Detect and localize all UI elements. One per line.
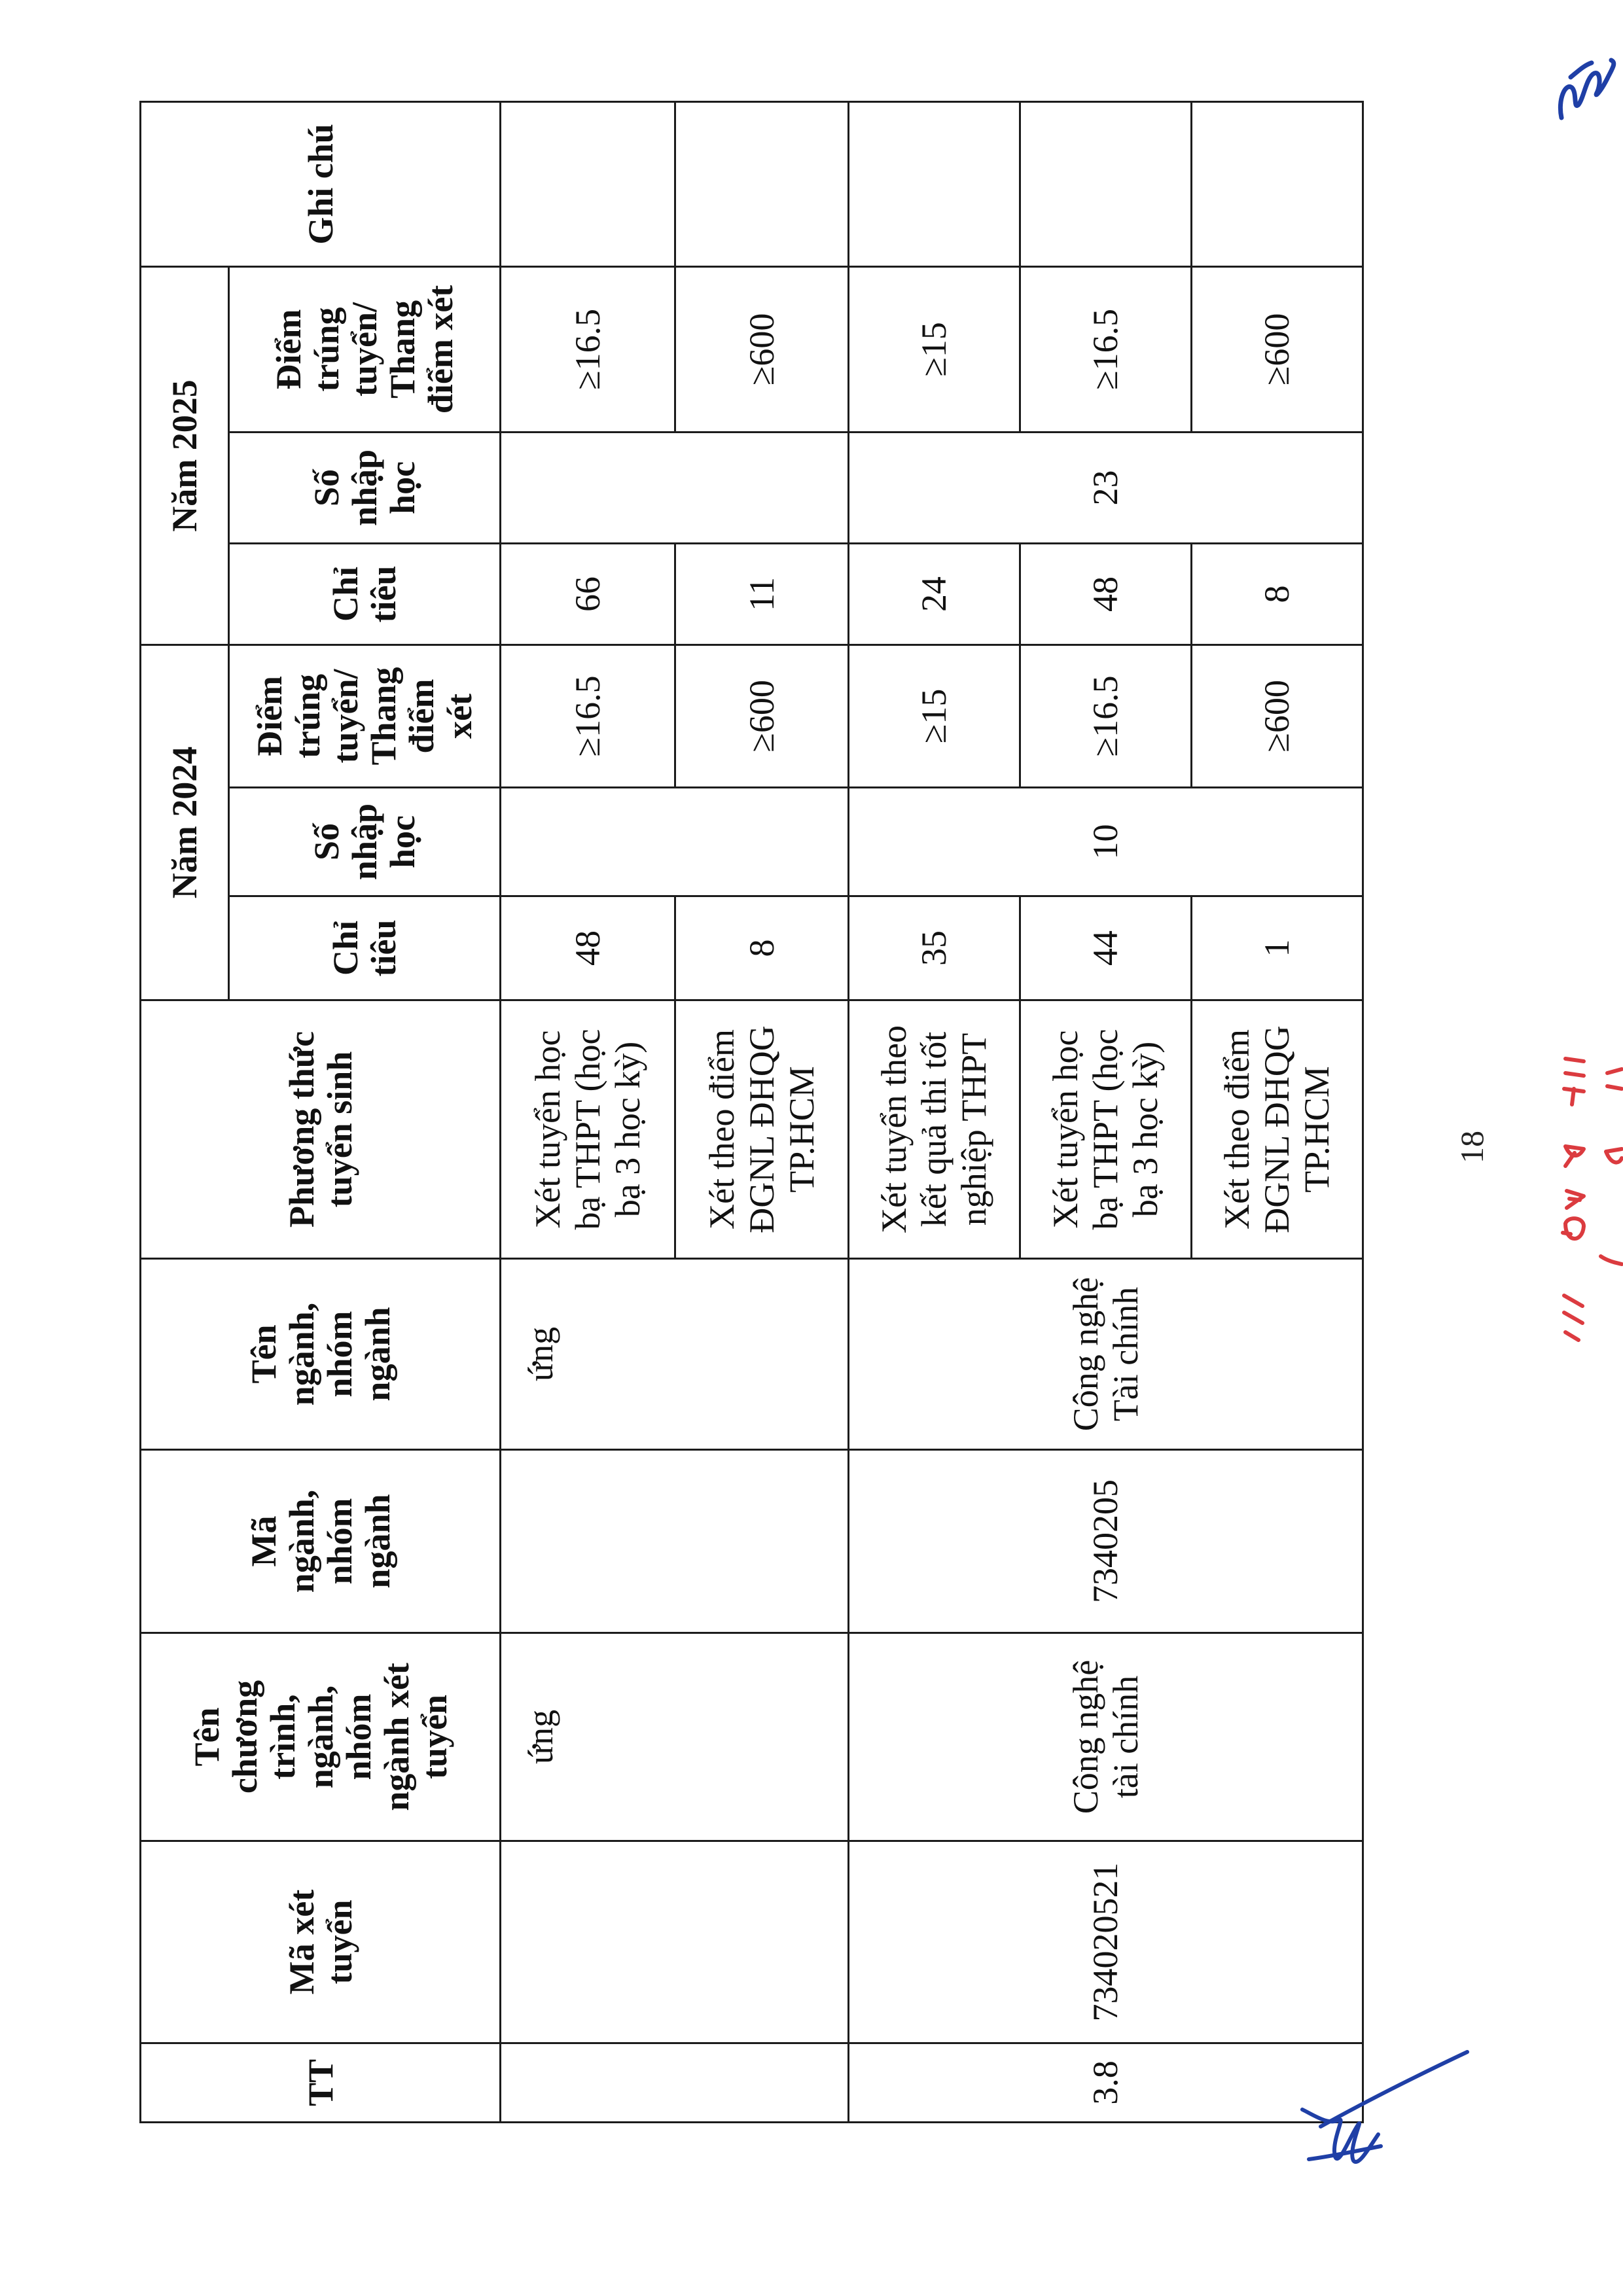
header-chi-tieu-2024: Chỉ tiêu: [229, 896, 501, 1000]
header-ghi-chu: Ghi chú: [141, 101, 501, 266]
cell-diem-2025: ≥16.5: [1020, 266, 1192, 432]
signature-initial-top-right: [1560, 60, 1613, 118]
cell-tt: 3.8: [849, 2043, 1363, 2123]
header-chi-tieu-2025: Chỉ tiêu: [229, 543, 501, 645]
cell-chi-tieu-2024: 1: [1192, 896, 1363, 1000]
stamp-mark: [1563, 1218, 1584, 1239]
signature-stroke: [1571, 63, 1592, 77]
cell-ten-chuong-trinh: Công nghệ tài chính: [849, 1633, 1363, 1841]
cell-diem-2024: ≥600: [1192, 645, 1363, 787]
cell-ten-nganh: ứng: [501, 1259, 849, 1450]
header-tt: TT: [141, 2043, 501, 2123]
stamp-mark: [1601, 1256, 1622, 1264]
header-nam-2024: Năm 2024: [141, 645, 229, 1000]
stamp-mark: [1567, 1191, 1584, 1208]
cell-diem-2025: ≥600: [675, 266, 849, 432]
header-diem-2024: Điểm trúng tuyển/ Thang điểm xét: [229, 645, 501, 787]
cell-diem-2025: ≥16.5: [501, 266, 675, 432]
cell-chi-tieu-2025: 11: [675, 543, 849, 645]
table-header: [141, 101, 501, 2122]
cell-diem-2024: ≥15: [849, 645, 1020, 787]
cell-ma-nganh: [501, 1450, 849, 1633]
stamp-mark: [1564, 1296, 1582, 1340]
cell-phuong-thuc: Xét tuyển học bạ THPT (học bạ 3 học kỳ): [501, 1000, 675, 1259]
header-ma-nganh: Mã ngành, nhóm ngành: [141, 1450, 501, 1633]
cell-chi-tieu-2024: 48: [501, 896, 675, 1000]
stamp-mark: [1607, 1069, 1622, 1089]
cell-tt: [501, 2043, 849, 2123]
page-number: 18: [1454, 1131, 1490, 1163]
red-stamp-fragment: [1563, 1059, 1622, 1340]
cell-so-nhap-hoc-2024: 10: [849, 788, 1363, 896]
table-body: [501, 101, 1363, 2122]
header-nam-2025: Năm 2025: [141, 266, 229, 645]
cell-chi-tieu-2024: 8: [675, 896, 849, 1000]
cell-chi-tieu-2024: 44: [1020, 896, 1192, 1000]
cell-ghi-chu: [849, 101, 1020, 266]
stamp-mark: [1564, 1089, 1584, 1104]
header-phuong-thuc: Phương thức tuyển sinh: [141, 1000, 501, 1259]
signature-stroke: [1560, 60, 1613, 118]
header-row: [141, 101, 229, 2122]
stamp-mark: [1565, 1073, 1584, 1076]
header-ma-xet-tuyen: Mã xét tuyển: [141, 1841, 501, 2043]
cell-phuong-thuc: Xét tuyển học bạ THPT (học bạ 3 học kỳ): [1020, 1000, 1192, 1259]
cell-ten-nganh: Công nghệ Tài chính: [849, 1259, 1363, 1450]
cell-ma-xet-tuyen: 734020521: [849, 1841, 1363, 2043]
cell-diem-2024: ≥16.5: [1020, 645, 1192, 787]
admissions-table: [139, 101, 1364, 2123]
cell-diem-2025: ≥600: [1192, 266, 1363, 432]
cell-chi-tieu-2025: 8: [1192, 543, 1363, 645]
cell-phuong-thuc: Xét theo điểm ĐGNL ĐHQG TP.HCM: [1192, 1000, 1363, 1259]
header-diem-2025: Điểm trúng tuyển/ Thang điểm xét: [229, 266, 501, 432]
table-row: [501, 101, 675, 2122]
cell-ghi-chu: [1020, 101, 1192, 266]
cell-ten-chuong-trinh: ứng: [501, 1633, 849, 1841]
cell-so-nhap-hoc-2024: [501, 788, 849, 896]
header-so-nhap-hoc-2024: Số nhập học: [229, 788, 501, 896]
header-ten-nganh: Tên ngành, nhóm ngành: [141, 1259, 501, 1450]
cell-ma-nganh: 7340205: [849, 1450, 1363, 1633]
rotated-table-wrapper: [139, 103, 1362, 2123]
cell-diem-2024: ≥600: [675, 645, 849, 787]
cell-diem-2025: ≥15: [849, 266, 1020, 432]
cell-ghi-chu: [675, 101, 849, 266]
stamp-mark: [1565, 1146, 1584, 1166]
table-row: [849, 101, 1020, 2122]
header-ten-chuong-trinh: Tên chương trình, ngành, nhóm ngành xét tuyển: [141, 1633, 501, 1841]
cell-phuong-thuc: Xét theo điểm ĐGNL ĐHQG TP.HCM: [675, 1000, 849, 1259]
cell-diem-2024: ≥16.5: [501, 645, 675, 787]
cell-ghi-chu: [501, 101, 675, 266]
cell-chi-tieu-2025: 66: [501, 543, 675, 645]
cell-ghi-chu: [1192, 101, 1363, 266]
cell-chi-tieu-2024: 35: [849, 896, 1020, 1000]
signature-stroke: [1309, 2146, 1381, 2159]
cell-chi-tieu-2025: 48: [1020, 543, 1192, 645]
cell-so-nhap-hoc-2025: 23: [849, 432, 1363, 543]
cell-so-nhap-hoc-2025: [501, 432, 849, 543]
header-so-nhap-hoc-2025: Số nhập học: [229, 432, 501, 543]
cell-chi-tieu-2025: 24: [849, 543, 1020, 645]
stamp-mark: [1565, 1059, 1584, 1061]
cell-ma-xet-tuyen: [501, 1841, 849, 2043]
cell-phuong-thuc: Xét tuyển theo kết quả thi tốt nghiệp THPT: [849, 1000, 1020, 1259]
stamp-mark: [1606, 1149, 1622, 1163]
